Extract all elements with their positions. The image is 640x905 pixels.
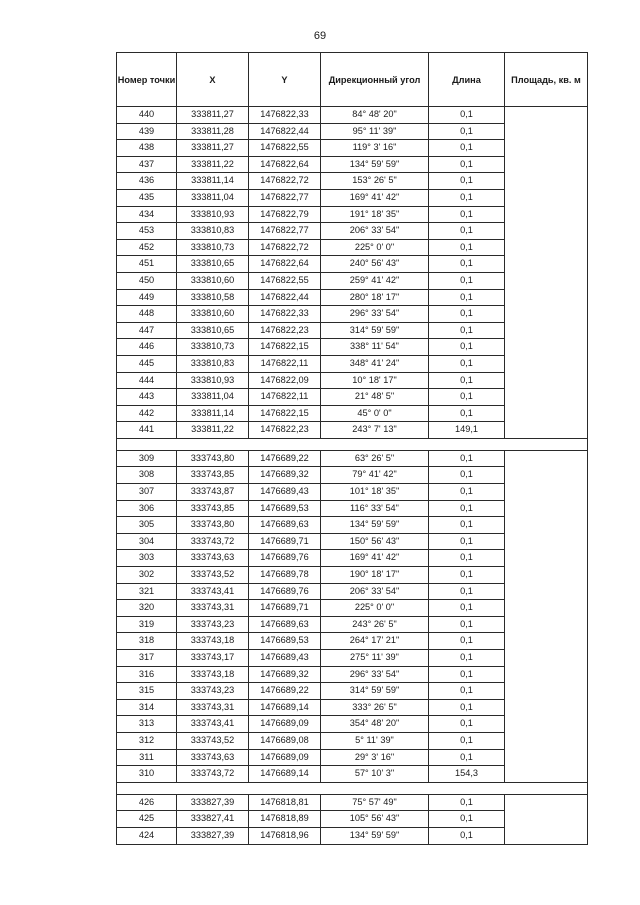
cell-direction-angle: 21° 48' 5" — [321, 389, 429, 406]
cell-point-number: 310 — [117, 766, 177, 783]
cell-y: 1476689,32 — [249, 666, 321, 683]
cell-point-number: 439 — [117, 123, 177, 140]
cell-direction-angle: 225° 0' 0" — [321, 239, 429, 256]
cell-point-number: 443 — [117, 389, 177, 406]
cell-direction-angle: 153° 26' 5" — [321, 173, 429, 190]
table-header-row — [117, 53, 588, 107]
header-point-number: Номер точки — [117, 53, 177, 107]
cell-x: 333810,65 — [177, 256, 249, 273]
cell-y: 1476822,72 — [249, 239, 321, 256]
cell-y: 1476822,11 — [249, 389, 321, 406]
cell-length: 154,3 — [429, 766, 505, 783]
cell-direction-angle: 190° 18' 17" — [321, 567, 429, 584]
cell-x: 333811,14 — [177, 405, 249, 422]
cell-point-number: 306 — [117, 500, 177, 517]
cell-direction-angle: 169° 41' 42" — [321, 189, 429, 206]
cell-point-number: 437 — [117, 156, 177, 173]
cell-x: 333743,72 — [177, 533, 249, 550]
table-row — [117, 450, 588, 467]
cell-length: 0,1 — [429, 600, 505, 617]
cell-direction-angle: 84° 48' 20" — [321, 107, 429, 124]
cell-direction-angle: 275° 11' 39" — [321, 650, 429, 667]
cell-y: 1476689,22 — [249, 450, 321, 467]
cell-x: 333811,27 — [177, 140, 249, 157]
cell-direction-angle: 206° 33' 54" — [321, 583, 429, 600]
cell-y: 1476818,81 — [249, 794, 321, 811]
cell-direction-angle: 79° 41' 42" — [321, 467, 429, 484]
cell-length: 0,1 — [429, 289, 505, 306]
cell-length: 0,1 — [429, 732, 505, 749]
cell-length: 0,1 — [429, 650, 505, 667]
cell-y: 1476689,43 — [249, 484, 321, 501]
cell-length: 0,1 — [429, 156, 505, 173]
cell-y: 1476822,15 — [249, 405, 321, 422]
cell-y: 1476822,44 — [249, 289, 321, 306]
cell-point-number: 453 — [117, 223, 177, 240]
cell-x: 333743,80 — [177, 450, 249, 467]
cell-length: 0,1 — [429, 683, 505, 700]
cell-length: 0,1 — [429, 173, 505, 190]
cell-point-number: 451 — [117, 256, 177, 273]
cell-length: 0,1 — [429, 306, 505, 323]
cell-length: 0,1 — [429, 467, 505, 484]
separator-cell — [117, 438, 588, 450]
cell-y: 1476822,79 — [249, 206, 321, 223]
cell-x: 333811,28 — [177, 123, 249, 140]
cell-point-number: 302 — [117, 567, 177, 584]
cell-point-number: 319 — [117, 616, 177, 633]
cell-direction-angle: 354° 48' 20" — [321, 716, 429, 733]
cell-y: 1476689,53 — [249, 633, 321, 650]
cell-x: 333810,93 — [177, 372, 249, 389]
cell-length: 0,1 — [429, 794, 505, 811]
cell-direction-angle: 191° 18' 35" — [321, 206, 429, 223]
header-length: Длина — [429, 53, 505, 107]
cell-y: 1476689,14 — [249, 699, 321, 716]
cell-length: 0,1 — [429, 189, 505, 206]
cell-direction-angle: 95° 11' 39" — [321, 123, 429, 140]
cell-length: 0,1 — [429, 355, 505, 372]
cell-direction-angle: 75° 57' 49" — [321, 794, 429, 811]
cell-direction-angle: 116° 33' 54" — [321, 500, 429, 517]
cell-point-number: 307 — [117, 484, 177, 501]
cell-length: 0,1 — [429, 633, 505, 650]
cell-direction-angle: 240° 56' 43" — [321, 256, 429, 273]
cell-y: 1476822,55 — [249, 272, 321, 289]
cell-x: 333810,60 — [177, 272, 249, 289]
cell-direction-angle: 314° 59' 59" — [321, 322, 429, 339]
header-area: Площадь, кв. м — [505, 53, 588, 107]
cell-length: 0,1 — [429, 749, 505, 766]
separator-cell — [117, 782, 588, 794]
cell-x: 333743,31 — [177, 699, 249, 716]
cell-direction-angle: 338° 11' 54" — [321, 339, 429, 356]
cell-x: 333811,22 — [177, 156, 249, 173]
cell-direction-angle: 119° 3' 16" — [321, 140, 429, 157]
cell-point-number: 425 — [117, 811, 177, 828]
cell-point-number: 308 — [117, 467, 177, 484]
cell-x: 333743,63 — [177, 749, 249, 766]
cell-length: 0,1 — [429, 811, 505, 828]
cell-y: 1476822,33 — [249, 306, 321, 323]
cell-y: 1476822,44 — [249, 123, 321, 140]
cell-y: 1476689,63 — [249, 616, 321, 633]
header-x: X — [177, 53, 249, 107]
cell-direction-angle: 264° 17' 21" — [321, 633, 429, 650]
cell-length: 0,1 — [429, 583, 505, 600]
cell-direction-angle: 134° 59' 59" — [321, 156, 429, 173]
cell-point-number: 448 — [117, 306, 177, 323]
cell-x: 333743,18 — [177, 666, 249, 683]
cell-x: 333811,04 — [177, 389, 249, 406]
cell-direction-angle: 101° 18' 35" — [321, 484, 429, 501]
cell-direction-angle: 29° 3' 16" — [321, 749, 429, 766]
cell-direction-angle: 10° 18' 17" — [321, 372, 429, 389]
cell-point-number: 312 — [117, 732, 177, 749]
cell-length: 0,1 — [429, 256, 505, 273]
cell-point-number: 435 — [117, 189, 177, 206]
cell-area — [505, 107, 588, 439]
cell-length: 0,1 — [429, 484, 505, 501]
cell-direction-angle: 333° 26' 5" — [321, 699, 429, 716]
cell-point-number: 309 — [117, 450, 177, 467]
cell-point-number: 444 — [117, 372, 177, 389]
cell-y: 1476689,53 — [249, 500, 321, 517]
cell-x: 333743,52 — [177, 732, 249, 749]
table-row — [117, 794, 588, 811]
cell-direction-angle: 150° 56' 43" — [321, 533, 429, 550]
cell-direction-angle: 225° 0' 0" — [321, 600, 429, 617]
cell-point-number: 321 — [117, 583, 177, 600]
cell-area — [505, 450, 588, 782]
cell-y: 1476822,72 — [249, 173, 321, 190]
cell-x: 333810,60 — [177, 306, 249, 323]
cell-x: 333827,39 — [177, 827, 249, 844]
cell-length: 0,1 — [429, 716, 505, 733]
cell-x: 333810,83 — [177, 355, 249, 372]
cell-length: 0,1 — [429, 500, 505, 517]
cell-point-number: 441 — [117, 422, 177, 439]
cell-x: 333811,14 — [177, 173, 249, 190]
cell-x: 333743,85 — [177, 500, 249, 517]
cell-x: 333743,18 — [177, 633, 249, 650]
cell-y: 1476689,76 — [249, 550, 321, 567]
cell-point-number: 320 — [117, 600, 177, 617]
cell-x: 333743,52 — [177, 567, 249, 584]
cell-point-number: 318 — [117, 633, 177, 650]
cell-point-number: 314 — [117, 699, 177, 716]
cell-x: 333810,73 — [177, 239, 249, 256]
cell-length: 0,1 — [429, 339, 505, 356]
cell-x: 333743,72 — [177, 766, 249, 783]
cell-y: 1476822,64 — [249, 156, 321, 173]
cell-x: 333743,23 — [177, 683, 249, 700]
cell-length: 0,1 — [429, 239, 505, 256]
cell-x: 333743,31 — [177, 600, 249, 617]
table-row — [117, 107, 588, 124]
table-body — [117, 107, 588, 845]
cell-length: 0,1 — [429, 389, 505, 406]
cell-y: 1476822,55 — [249, 140, 321, 157]
cell-x: 333810,58 — [177, 289, 249, 306]
cell-point-number: 438 — [117, 140, 177, 157]
cell-x: 333743,63 — [177, 550, 249, 567]
cell-point-number: 424 — [117, 827, 177, 844]
cell-point-number: 316 — [117, 666, 177, 683]
cell-length: 0,1 — [429, 223, 505, 240]
cell-direction-angle: 169° 41' 42" — [321, 550, 429, 567]
cell-area — [505, 794, 588, 844]
group-separator-row — [117, 438, 588, 450]
cell-y: 1476818,96 — [249, 827, 321, 844]
cell-y: 1476822,23 — [249, 422, 321, 439]
cell-length: 0,1 — [429, 533, 505, 550]
cell-direction-angle: 243° 7' 13" — [321, 422, 429, 439]
cell-length: 0,1 — [429, 616, 505, 633]
cell-y: 1476689,78 — [249, 567, 321, 584]
cell-x: 333743,41 — [177, 716, 249, 733]
cell-direction-angle: 280° 18' 17" — [321, 289, 429, 306]
cell-direction-angle: 348° 41' 24" — [321, 355, 429, 372]
cell-y: 1476689,09 — [249, 749, 321, 766]
cell-y: 1476689,43 — [249, 650, 321, 667]
cell-point-number: 446 — [117, 339, 177, 356]
cell-point-number: 445 — [117, 355, 177, 372]
cell-point-number: 434 — [117, 206, 177, 223]
cell-direction-angle: 259° 41' 42" — [321, 272, 429, 289]
cell-length: 0,1 — [429, 322, 505, 339]
cell-point-number: 436 — [117, 173, 177, 190]
cell-length: 0,1 — [429, 567, 505, 584]
cell-direction-angle: 296° 33' 54" — [321, 306, 429, 323]
cell-point-number: 426 — [117, 794, 177, 811]
cell-y: 1476689,08 — [249, 732, 321, 749]
coordinates-table — [116, 52, 588, 845]
cell-length: 0,1 — [429, 123, 505, 140]
header-direction-angle: Дирекционный угол — [321, 53, 429, 107]
page-number: 69 — [313, 30, 327, 42]
cell-x: 333811,04 — [177, 189, 249, 206]
cell-point-number: 317 — [117, 650, 177, 667]
cell-point-number: 315 — [117, 683, 177, 700]
cell-length: 0,1 — [429, 699, 505, 716]
cell-y: 1476822,11 — [249, 355, 321, 372]
cell-length: 0,1 — [429, 272, 505, 289]
cell-length: 0,1 — [429, 827, 505, 844]
cell-point-number: 442 — [117, 405, 177, 422]
cell-direction-angle: 45° 0' 0" — [321, 405, 429, 422]
cell-y: 1476689,76 — [249, 583, 321, 600]
cell-point-number: 450 — [117, 272, 177, 289]
cell-direction-angle: 134° 59' 59" — [321, 517, 429, 534]
cell-direction-angle: 63° 26' 5" — [321, 450, 429, 467]
cell-length: 149,1 — [429, 422, 505, 439]
cell-length: 0,1 — [429, 450, 505, 467]
cell-y: 1476689,71 — [249, 533, 321, 550]
cell-x: 333827,39 — [177, 794, 249, 811]
cell-length: 0,1 — [429, 666, 505, 683]
cell-y: 1476689,22 — [249, 683, 321, 700]
cell-point-number: 449 — [117, 289, 177, 306]
cell-y: 1476822,33 — [249, 107, 321, 124]
cell-x: 333810,73 — [177, 339, 249, 356]
cell-y: 1476822,77 — [249, 189, 321, 206]
cell-length: 0,1 — [429, 107, 505, 124]
cell-y: 1476689,32 — [249, 467, 321, 484]
cell-y: 1476822,09 — [249, 372, 321, 389]
cell-x: 333811,27 — [177, 107, 249, 124]
cell-length: 0,1 — [429, 517, 505, 534]
cell-point-number: 303 — [117, 550, 177, 567]
cell-point-number: 304 — [117, 533, 177, 550]
cell-x: 333743,87 — [177, 484, 249, 501]
cell-y: 1476689,09 — [249, 716, 321, 733]
cell-x: 333743,41 — [177, 583, 249, 600]
cell-y: 1476689,14 — [249, 766, 321, 783]
cell-y: 1476822,23 — [249, 322, 321, 339]
cell-direction-angle: 57° 10' 3" — [321, 766, 429, 783]
cell-direction-angle: 296° 33' 54" — [321, 666, 429, 683]
header-y: Y — [249, 53, 321, 107]
cell-length: 0,1 — [429, 140, 505, 157]
cell-y: 1476689,63 — [249, 517, 321, 534]
cell-x: 333743,80 — [177, 517, 249, 534]
cell-length: 0,1 — [429, 206, 505, 223]
cell-point-number: 313 — [117, 716, 177, 733]
cell-x: 333827,41 — [177, 811, 249, 828]
cell-y: 1476822,64 — [249, 256, 321, 273]
cell-point-number: 447 — [117, 322, 177, 339]
cell-y: 1476822,15 — [249, 339, 321, 356]
cell-x: 333810,65 — [177, 322, 249, 339]
cell-x: 333743,23 — [177, 616, 249, 633]
cell-x: 333810,83 — [177, 223, 249, 240]
cell-length: 0,1 — [429, 550, 505, 567]
cell-point-number: 452 — [117, 239, 177, 256]
cell-direction-angle: 243° 26' 5" — [321, 616, 429, 633]
cell-y: 1476822,77 — [249, 223, 321, 240]
cell-direction-angle: 5° 11' 39" — [321, 732, 429, 749]
cell-point-number: 305 — [117, 517, 177, 534]
cell-point-number: 440 — [117, 107, 177, 124]
cell-y: 1476689,71 — [249, 600, 321, 617]
cell-direction-angle: 134° 59' 59" — [321, 827, 429, 844]
cell-direction-angle: 314° 59' 59" — [321, 683, 429, 700]
cell-direction-angle: 206° 33' 54" — [321, 223, 429, 240]
cell-x: 333811,22 — [177, 422, 249, 439]
cell-direction-angle: 105° 56' 43" — [321, 811, 429, 828]
cell-x: 333743,17 — [177, 650, 249, 667]
cell-length: 0,1 — [429, 405, 505, 422]
cell-length: 0,1 — [429, 372, 505, 389]
group-separator-row — [117, 782, 588, 794]
cell-y: 1476818,89 — [249, 811, 321, 828]
cell-x: 333743,85 — [177, 467, 249, 484]
cell-point-number: 311 — [117, 749, 177, 766]
cell-x: 333810,93 — [177, 206, 249, 223]
